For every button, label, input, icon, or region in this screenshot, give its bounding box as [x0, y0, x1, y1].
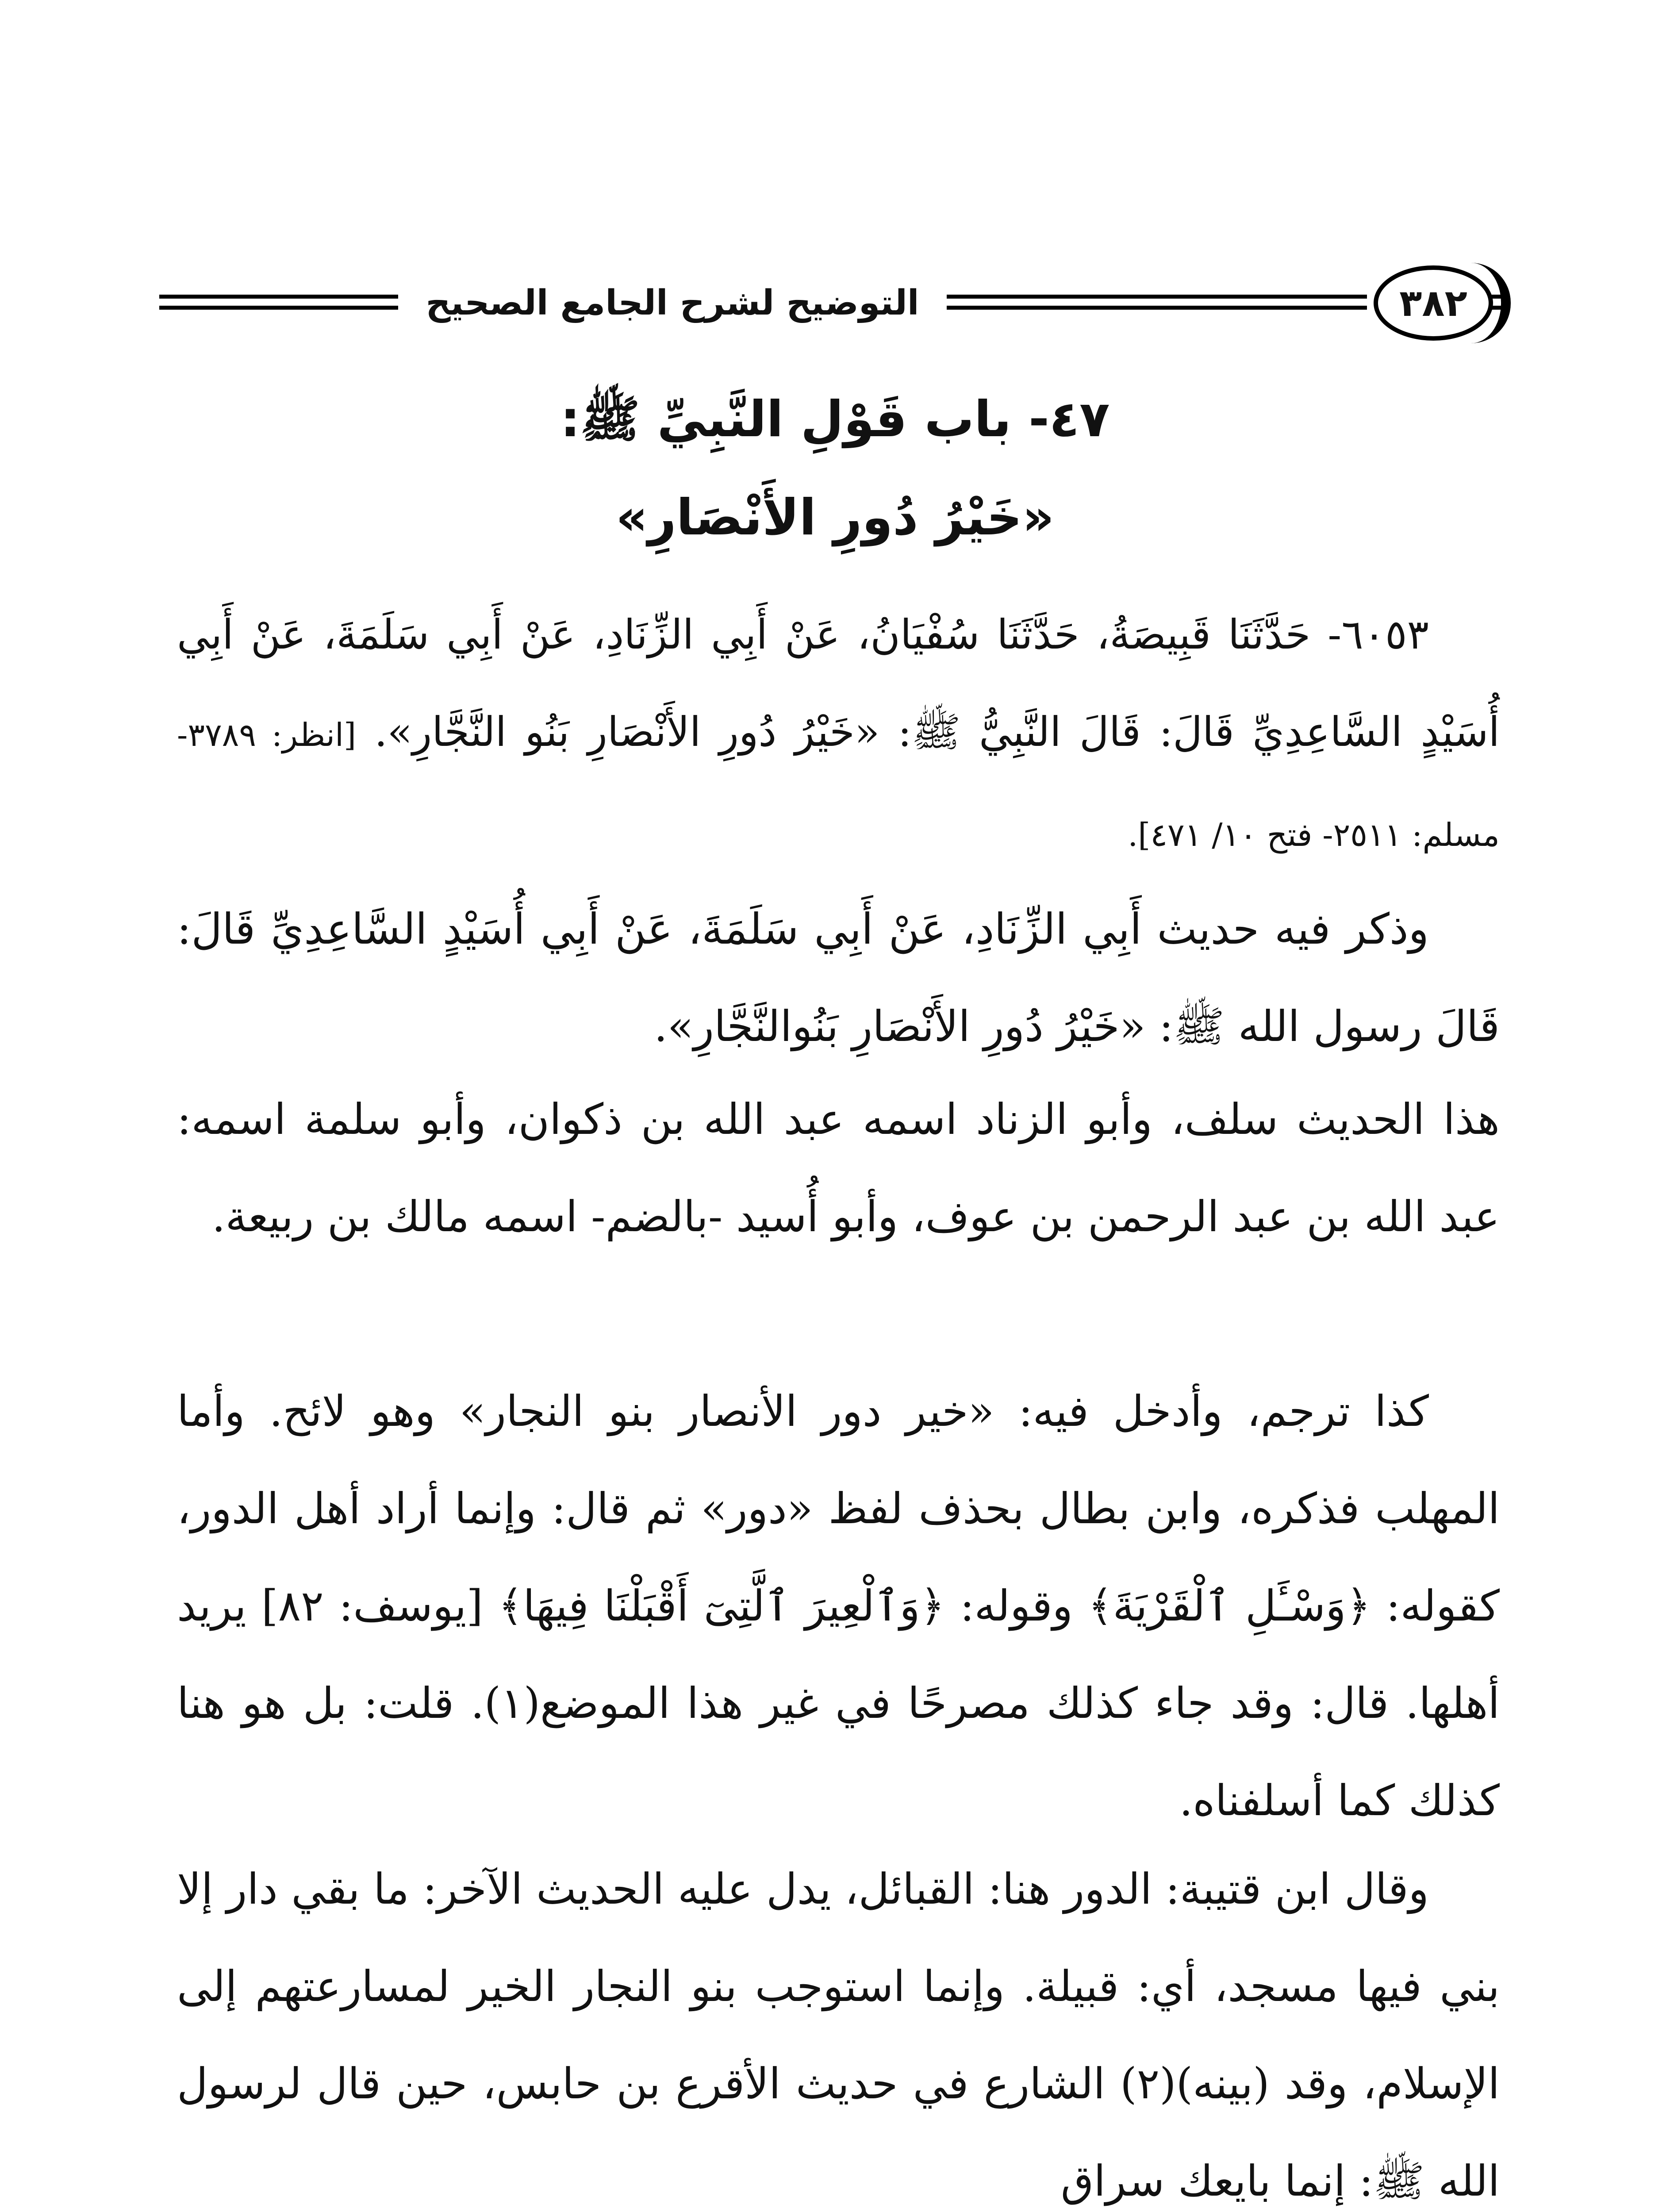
book-title: التوضيح لشرح الجامع الصحيح [426, 283, 919, 323]
running-header [159, 265, 1509, 341]
paragraph-text: وقال ابن قتيبة: الدور هنا: القبائل، يدل عليه الحديث الآخر: ما بقي دار إلا بني فيها مسجد، أي: قبيلة. وإنما استوجب بنو النجار الخير لمسارعتهم إلى الإسلام، وقد (بينه)(٢) الشارع في حديث الأقرع بن حابس، حين قال لرسول الله ﷺ: إنما بايعك سراق [177, 1864, 1500, 2206]
commentary-paragraph [177, 880, 1500, 1075]
chapter-title: ٤٧- باب قَوْلِ النَّبِيِّ ﷺ: [560, 391, 1110, 448]
paragraph-text: هذا الحديث سلف، وأبو الزناد اسمه عبد الله بن ذكوان، وأبو سلمة اسمه: عبد الله بن عبد الرحمن بن عوف، وأبو أُسيد -بالضم- اسمه مالك بن ربيعة. [177, 1094, 1500, 1241]
header-rule-left [159, 295, 398, 310]
paragraph-text: وذكر فيه حديث أَبِي الزِّنَادِ، عَنْ أَبِي سَلَمَةَ، عَنْ أَبِي أُسَيْدٍ السَّاعِدِيِّ قَالَ: قَالَ رسول الله ﷺ: «خَيْرُ دُورِ الأَنْصَارِ بَنُوالنَّجَّارِ». [177, 904, 1500, 1051]
chapter-subtitle: «خَيْرُ دُورِ الأَنْصَارِ» [615, 489, 1055, 546]
commentary-paragraph [177, 1363, 1500, 1849]
header-rule-middle [947, 295, 1367, 310]
hadith-reference: [انظر: ٣٧٨٩- مسلم: ٢٥١١- فتح ١٠/ ٤٧١]. [177, 716, 1500, 853]
commentary-paragraph [177, 1071, 1500, 1265]
paragraph-text: كذا ترجم، وأدخل فيه: «خير دور الأنصار بنو النجار» وهو لائح. وأما المهلب فذكره، وابن بطال بحذف لفظ «دور» ثم قال: وإنما أراد أهل الدور، كقوله: ﴿وَسْـَٔلِ ٱلْقَرْيَةَ﴾ وقوله: ﴿وَٱلْعِيرَ ٱلَّتِىٓ أَقْبَلْنَا فِيهَا﴾ [يوسف: ٨٢] يريد أهلها. قال: وقد جاء كذلك مصرحًا في غير هذا الموضع(١). قلت: بل هو هنا كذلك كما أسلفناه. [177, 1386, 1500, 1825]
commentary-paragraph [177, 1840, 1500, 2212]
hadith-text [177, 586, 1500, 883]
header-rule-right [1491, 295, 1509, 310]
hadith-body: ٦٠٥٣- حَدَّثَنَا قَبِيصَةُ، حَدَّثَنَا سُفْيَانُ، عَنْ أَبِي الزِّنَادِ، عَنْ أَبِي سَلَمَةَ، عَنْ أَبِي أُسَيْدٍ السَّاعِدِيِّ قَالَ: قَالَ النَّبِيُّ ﷺ: «خَيْرُ دُورِ الأَنْصَارِ بَنُو النَّجَّارِ». [177, 611, 1500, 756]
page-number: ٣٨٢ [1374, 265, 1493, 341]
